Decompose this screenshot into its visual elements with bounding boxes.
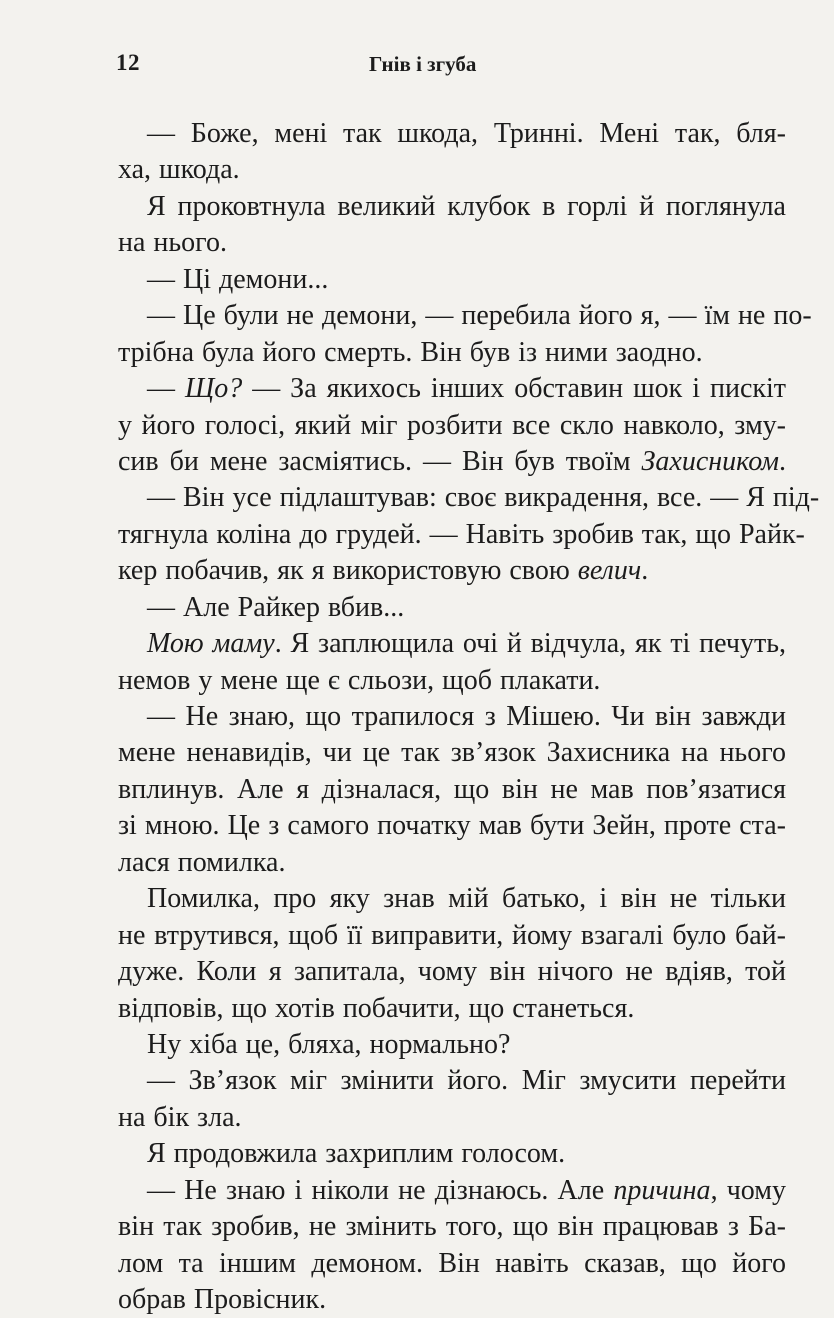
page-body <box>118 116 820 1318</box>
text-line: — Не знаю, що трапилося з Мішею. Чи він завжди <box>147 701 786 732</box>
text-line: — Зв’язок міг змінити його. Міг змусити перейти <box>147 1065 786 1097</box>
italic-text: велич <box>577 555 642 587</box>
text-line: Ну хіба це, бляха, нормально? <box>147 1028 511 1060</box>
text-line: обрав Провісник. <box>118 1284 327 1315</box>
text-line: Помилка, про яку знав мій батько, і він не тільки <box>147 883 786 915</box>
text-line: Мою маму. Я заплющила очі й відчула, як ті печуть, <box>147 628 786 660</box>
italic-text: причина <box>613 1174 711 1206</box>
italic-text: Мою маму <box>147 628 275 660</box>
text-line: зі мною. Це з самого початку мав бути Зейн, проте ста- <box>118 810 786 842</box>
text-line: Я проковтнула великий клубок в горлі й поглянула <box>147 190 786 222</box>
text-line: Я продовжила захриплим голосом. <box>147 1138 566 1170</box>
text-line: у його голосі, який міг розбити все скло навколо, зму- <box>118 409 786 441</box>
text-line: не втрутився, щоб її виправити, йому взагалі було бай- <box>118 919 786 951</box>
text-line: трібна була його смерть. Він був із ними заодно. <box>118 336 703 368</box>
text-line: — Але Райкер вбив... <box>147 591 405 623</box>
text-line: — Він усе підлаштував: своє викрадення, все. — Я під- <box>147 482 820 514</box>
text-line: — Не знаю і ніколи не дізнаюсь. Але причина, чому <box>147 1174 786 1206</box>
page-header <box>116 50 786 90</box>
page-number: 12 <box>116 50 140 75</box>
text-line: сив би мене засміятись. — Він був твоїм Захисником. <box>118 445 786 477</box>
text-line: на нього. <box>118 227 227 259</box>
text-line: кер побачив, як я використовую свою велич. <box>118 555 649 587</box>
text-line: він так зробив, не змінить того, що він працював з Ба- <box>118 1211 786 1243</box>
text-line: лом та іншим демоном. Він навіть сказав, що його <box>118 1247 786 1279</box>
text-line: ха, шкода. <box>118 154 240 186</box>
text-line: тягнула коліна до грудей. — Навіть зробив так, що Райк- <box>118 518 805 550</box>
text-line: мене ненавидів, чи це так зв’язок Захисника на нього <box>118 737 786 769</box>
italic-text: Що? <box>185 373 243 405</box>
running-title: Гнів і згуба <box>369 52 477 76</box>
text-line: немов у мене ще є сльози, щоб плакати. <box>118 664 601 696</box>
text-line: — Боже, мені так шкода, Тринні. Мені так, бля- <box>147 118 786 149</box>
text-line: на бік зла. <box>118 1101 242 1133</box>
text-line: відповів, що хотів побачити, що станеться. <box>118 992 635 1024</box>
text-line: — Що? — За якихось інших обставин шок і пискіт <box>147 373 787 405</box>
text-line: вплинув. Але я дізналася, що він не мав пов’язатися <box>118 773 786 805</box>
text-line: лася помилка. <box>118 846 286 878</box>
italic-text: Захисником <box>641 445 779 477</box>
text-line: дуже. Коли я запитала, чому він нічого не вдіяв, той <box>118 956 786 988</box>
text-line: — Це були не демони, — перебила його я, — їм не по- <box>147 300 812 332</box>
text-line: — Ці демони... <box>147 263 329 295</box>
